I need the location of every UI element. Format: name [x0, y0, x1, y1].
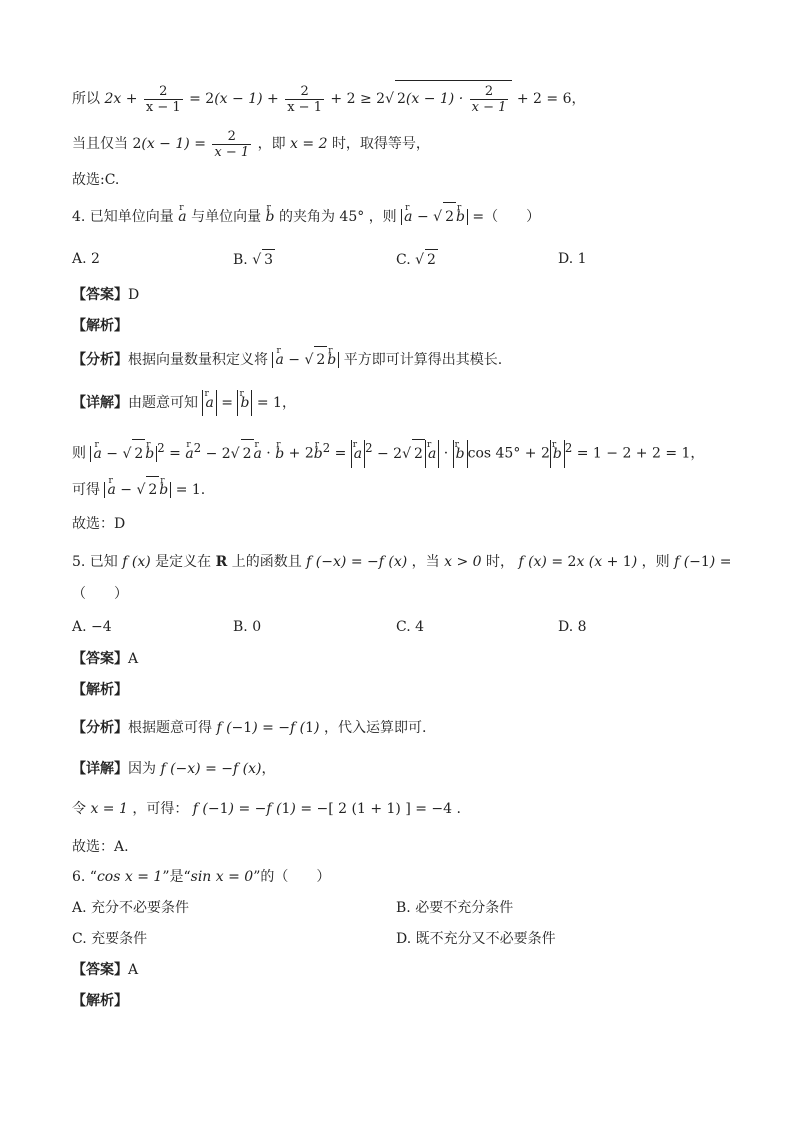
text: B. — [233, 252, 248, 268]
q5-option-c[interactable]: C. 4 — [396, 619, 425, 635]
q5-stem-tail: （ ） — [72, 586, 128, 602]
math-text: x = 1 — [90, 801, 128, 817]
text: ”是“ — [162, 869, 191, 885]
answer-value: A — [128, 651, 139, 667]
text: = 1. — [175, 482, 206, 498]
q4-expansion: 则 r a − √ 2r b $^2$ = r $a^2 - 2√$ 2r a · r b + 2r $b^2 = r$ a $^2$ − 2√ 2r a · r b cos 45° + 2r b $^2$ = 1 − 2 + 2 = 1， — [72, 434, 734, 462]
text: 4. 已知单位向量 — [72, 209, 174, 225]
q4-option-d[interactable]: D. 1 — [558, 251, 587, 267]
q4-answer — [72, 285, 734, 305]
q5-option-d[interactable]: D. 8 — [558, 619, 587, 635]
math-text: sin x = 0 — [190, 869, 254, 885]
text: 由题意可知 — [128, 395, 198, 411]
choose-c: 故选:C. — [72, 172, 120, 188]
q6-option-b[interactable]: B. 必要不充分条件 — [396, 900, 514, 916]
xiangjie-tag: 【详解】 — [72, 761, 128, 777]
fenxi-tag: 【分析】 — [72, 352, 128, 368]
text: ，即 — [257, 136, 286, 152]
text: 2 — [425, 249, 438, 270]
answer-tag: 【答案】 — [72, 651, 128, 667]
text: 根据向量数量积定义将 — [128, 352, 268, 368]
text: 当且仅当 — [72, 136, 128, 152]
q5-let: 令 x = 1 ，可得： f (−1) = −f (1) = −[ 2 (1 + 1) ] = −4 . — [72, 801, 461, 817]
answer-tag: 【答案】 — [72, 287, 128, 303]
text: ，当 — [411, 554, 440, 570]
q5-option-a[interactable]: A. −4 — [72, 619, 112, 635]
text: 所以 — [72, 91, 100, 107]
q4-analysis-tag: 【解析】 — [72, 318, 128, 334]
q6-option-a[interactable]: A. 充分不必要条件 — [72, 900, 190, 916]
text: C. — [396, 252, 411, 268]
text: 45° — [339, 209, 365, 225]
q4-xiangjie: 【详解】由题意可知 r a = r b = 1， — [72, 390, 734, 416]
q6-option-c[interactable]: C. 充要条件 — [72, 931, 148, 947]
answer-value: D — [128, 287, 140, 303]
text: ，可得： — [132, 801, 189, 817]
fenxi-tag: 【分析】 — [72, 720, 128, 736]
text: 上的函数且 — [231, 554, 302, 570]
q4-fenxi: 【分析】根据向量数量积定义将 r a − √ 2r b 平方即可计算得出其模长. — [72, 346, 734, 372]
text: 5. 已知 — [72, 554, 118, 570]
text: ， — [261, 761, 276, 777]
math-text: x > 0 — [444, 554, 482, 570]
text: 令 — [72, 801, 86, 817]
q4-option-b[interactable]: B. √ 3 — [233, 249, 275, 270]
q6-analysis-tag: 【解析】 — [72, 993, 128, 1009]
answer-value: A — [128, 962, 139, 978]
xiangjie-tag: 【详解】 — [72, 395, 128, 411]
text: 时， — [485, 554, 514, 570]
text: ，则 — [641, 554, 670, 570]
text: 的夹角为 — [278, 209, 335, 225]
text: ，代入运算即可. — [323, 720, 427, 736]
text: 则 — [72, 445, 86, 462]
math-text: x = 2 — [290, 136, 328, 152]
text: = 1 − 2 + 2 = 1， — [576, 445, 705, 462]
q6-option-d[interactable]: D. 既不充分又不必要条件 — [396, 931, 556, 947]
answer-tag: 【答案】 — [72, 962, 128, 978]
text: 6. “ — [72, 869, 97, 885]
q5-fenxi: 【分析】根据题意可得 f (−1) = −f (1) ，代入运算即可. — [72, 720, 427, 736]
text: 因为 — [128, 761, 156, 777]
math-text: cos x = 1 — [96, 869, 163, 885]
text: 是定义在 — [155, 554, 212, 570]
text: 平方即可计算得出其模长. — [343, 352, 503, 368]
q5-option-b[interactable]: B. 0 — [233, 619, 262, 635]
text: ”的（ ） — [253, 869, 331, 885]
q4-result: 可得 r a − √ 2r b = 1. — [72, 476, 734, 502]
text: ，则 — [368, 209, 397, 225]
text: R — [215, 554, 228, 570]
q5-stem: 5. 已知 f (x) 是定义在 R 上的函数且 f (−x) = −f (x) ，当 x > 0 时， f (x) = 2x (x + 1) ，则 f (−1) = — [72, 554, 732, 570]
text: =（ ） — [472, 209, 541, 225]
q5-answer — [72, 649, 734, 669]
text: 可得 — [72, 482, 100, 498]
text: 3 — [262, 249, 275, 270]
q5-analysis-tag: 【解析】 — [72, 682, 128, 698]
q5-xiangjie: 【详解】因为 f (−x) = −f (x)， — [72, 761, 276, 777]
solution-line-inequality: 所以 2x + $\frac{2}{x - 1}$ = 2(x − 1) + $\frac{2}{x - 1}$ + 2 ≥ 2√ 2(x − 1) · $\frac{2}{x - 1}$ + 2 = 6， — [72, 80, 734, 116]
text: 根据题意可得 — [128, 720, 212, 736]
q4-option-a[interactable]: A. 2 — [72, 251, 100, 267]
q6-answer — [72, 960, 734, 980]
solution-line-equality: 当且仅当 2(x − 1) = $\frac{2}{x - 1}$ ，即 x = 2 时，取得等号， — [72, 128, 430, 160]
q4-stem: 4. 已知单位向量 r a 与单位向量 r b 的夹角为 45° ，则 r a − √ 2r b =（ ） — [72, 202, 734, 230]
q4-choose: 故选：D — [72, 516, 126, 532]
text: 与单位向量 — [191, 209, 262, 225]
q5-choose: 故选：A. — [72, 839, 129, 855]
q6-stem — [72, 867, 734, 887]
text: 时，取得等号， — [331, 136, 430, 152]
q4-option-c[interactable]: C. √ 2 — [396, 249, 438, 270]
